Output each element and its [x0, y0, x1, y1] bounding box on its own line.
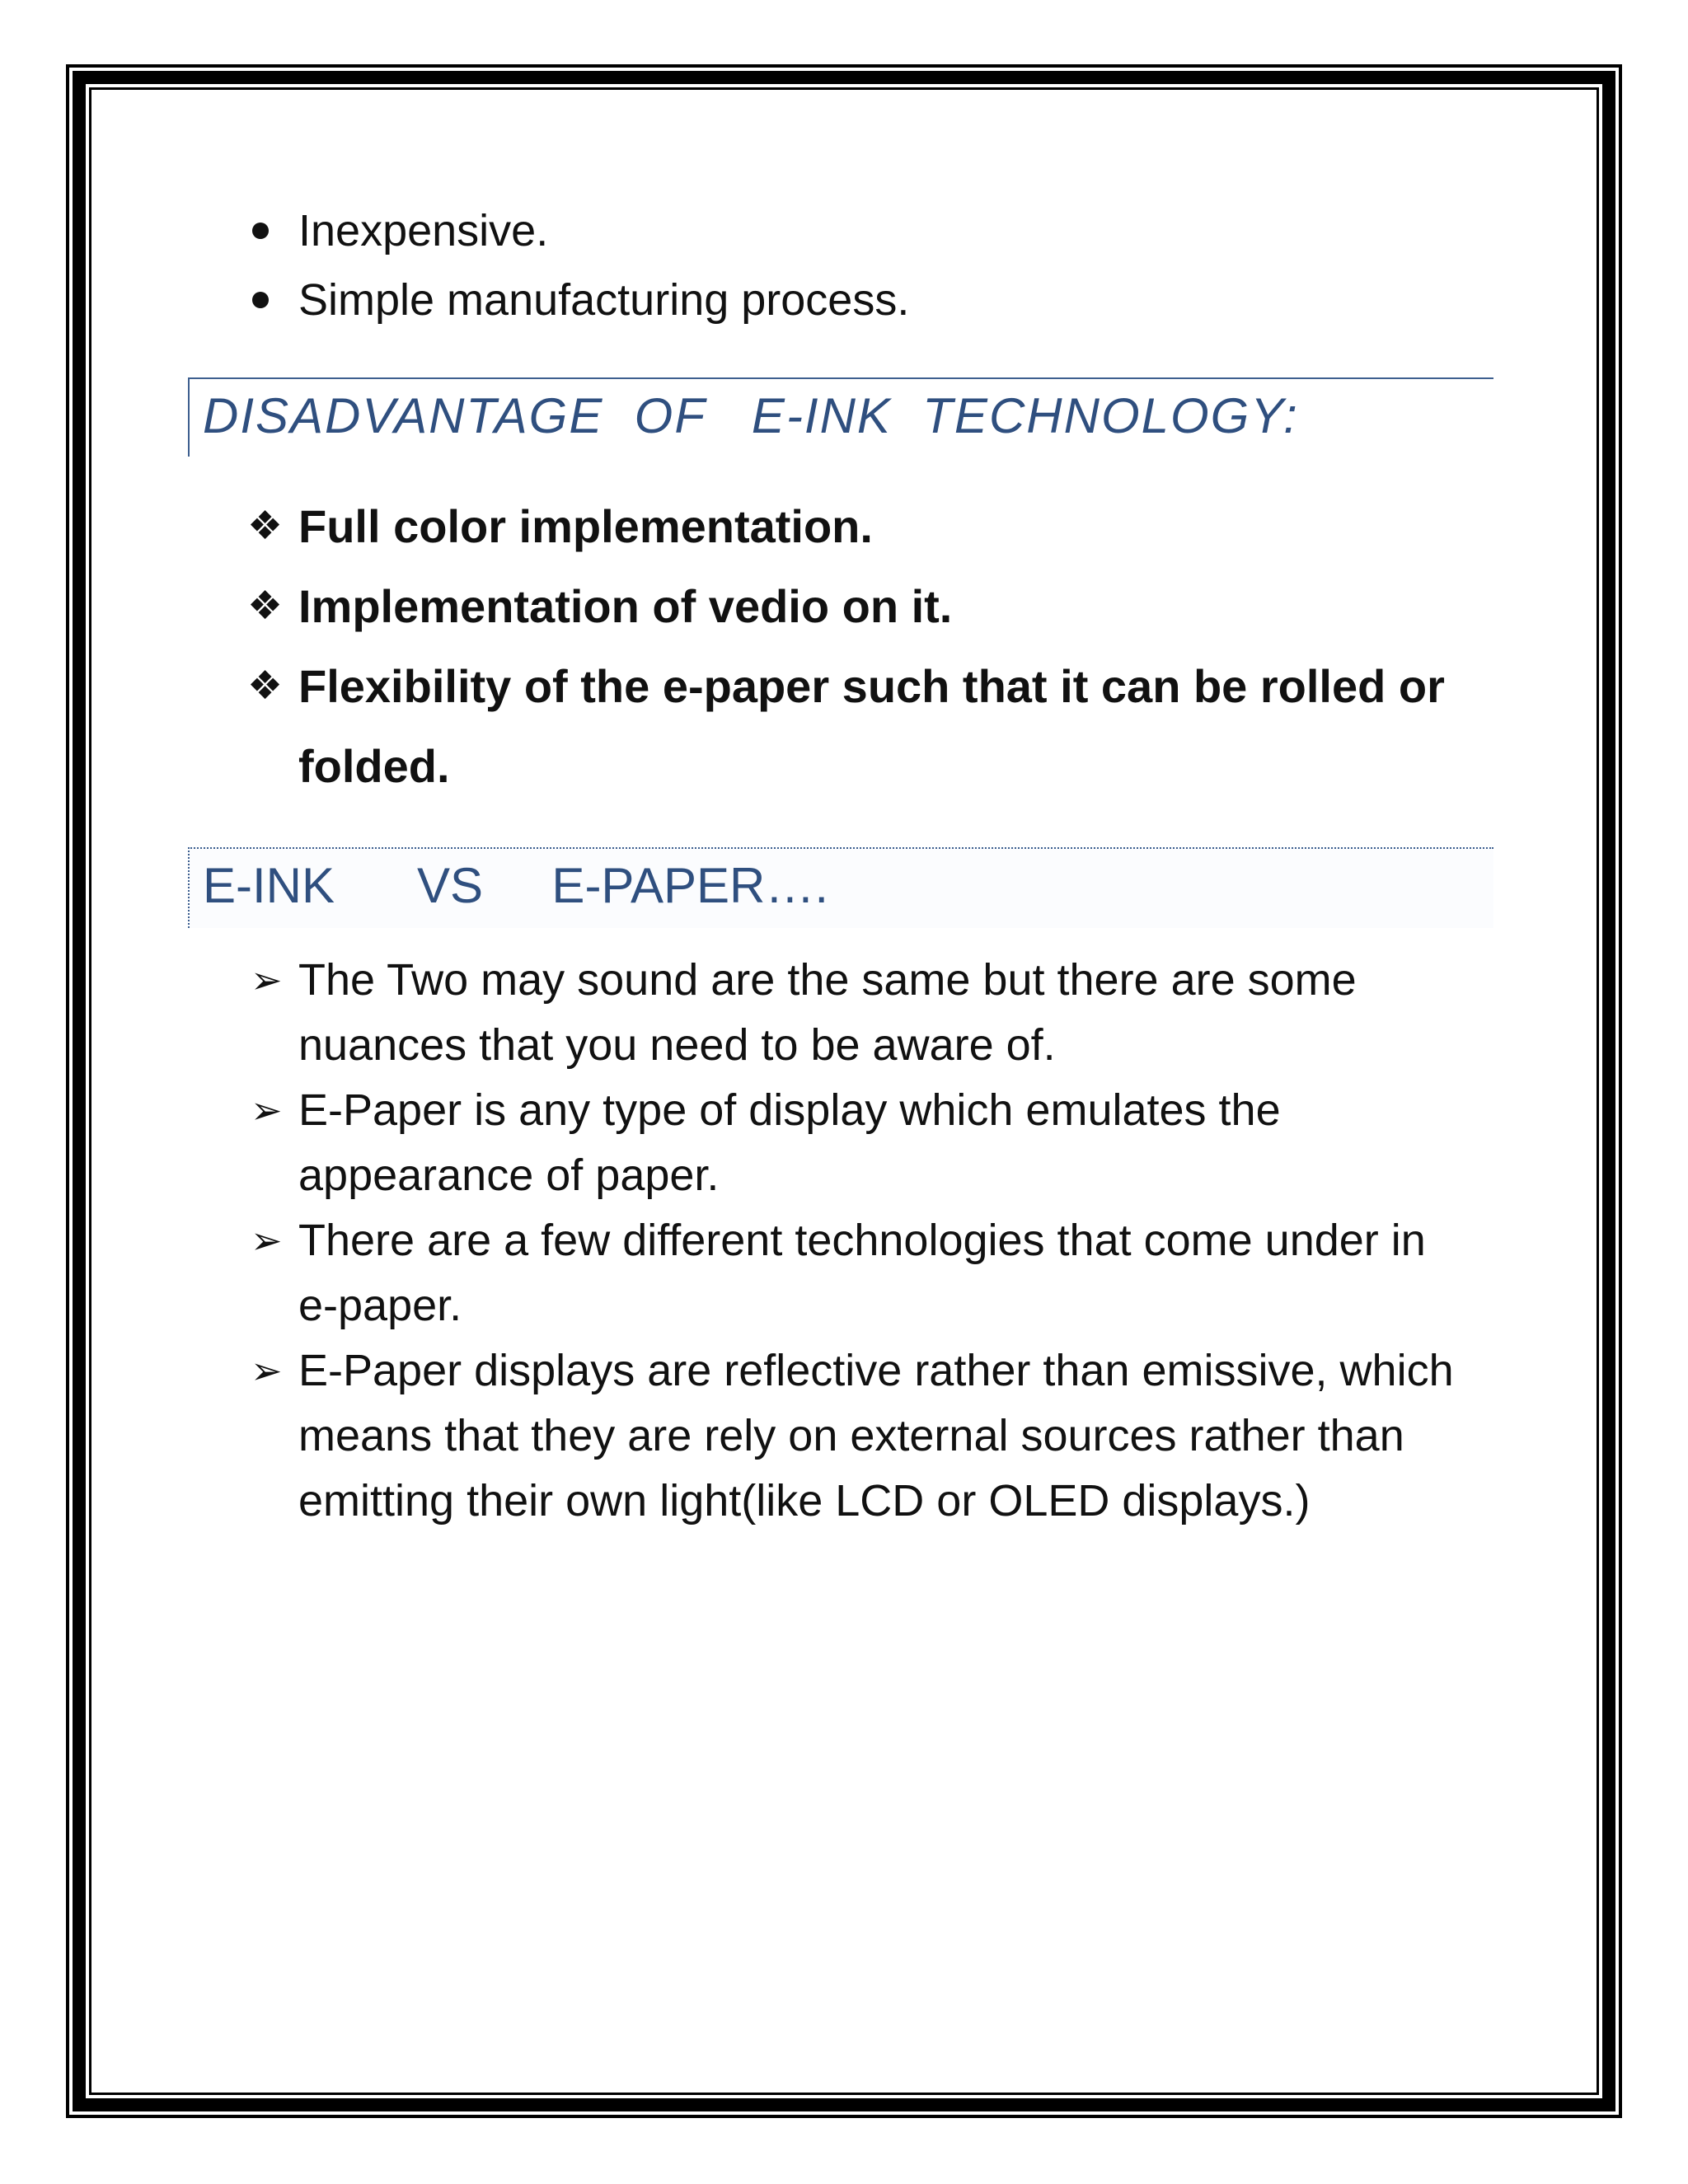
list-item-text: There are a few different technologies that come under in e-paper. [298, 1216, 1426, 1330]
diamond-bullet-icon: ❖ [247, 503, 284, 549]
list-item-text: E-Paper is any type of display which emulates the appearance of paper. [298, 1085, 1281, 1200]
bullet-dot-icon [252, 292, 269, 308]
list-item-text: Full color implementation. [298, 500, 873, 552]
list-item [247, 646, 1500, 806]
disadvantage-heading: DISADVANTAGE OF E-INK TECHNOLOGY: [188, 377, 1493, 457]
arrow-bullet-icon: ➢ [251, 1088, 283, 1132]
diamond-bullet-icon: ❖ [247, 663, 284, 709]
list-item [247, 1208, 1467, 1338]
diamond-bullet-icon: ❖ [247, 583, 284, 629]
list-item-text: Simple manufacturing process. [298, 275, 910, 325]
bullet-dot-icon [252, 223, 269, 239]
comparison-list [247, 948, 1467, 1534]
comparison-heading: E-INK VS E-PAPER…. [188, 847, 1493, 928]
list-item-text: Flexibility of the e-paper such that it can be rolled or folded. [298, 660, 1445, 792]
arrow-bullet-icon: ➢ [251, 1218, 283, 1263]
disadvantages-list [247, 486, 1500, 806]
list-item [247, 948, 1467, 1078]
list-item [247, 196, 909, 265]
list-item-text: E-Paper displays are reflective rather than emissive, which means that they are rely on external sources rather than emitting their own light(like LCD or OLED displays.) [298, 1346, 1454, 1526]
list-item [247, 486, 1500, 566]
list-item [247, 1338, 1467, 1534]
advantages-list [247, 196, 909, 335]
list-item [247, 1078, 1467, 1208]
arrow-bullet-icon: ➢ [251, 1348, 283, 1393]
list-item [247, 265, 909, 335]
list-item-text: Inexpensive. [298, 206, 549, 255]
list-item-text: Implementation of vedio on it. [298, 580, 953, 632]
list-item-text: The Two may sound are the same but there are some nuances that you need to be aware of. [298, 955, 1357, 1070]
list-item [247, 566, 1500, 646]
arrow-bullet-icon: ➢ [251, 958, 283, 1002]
